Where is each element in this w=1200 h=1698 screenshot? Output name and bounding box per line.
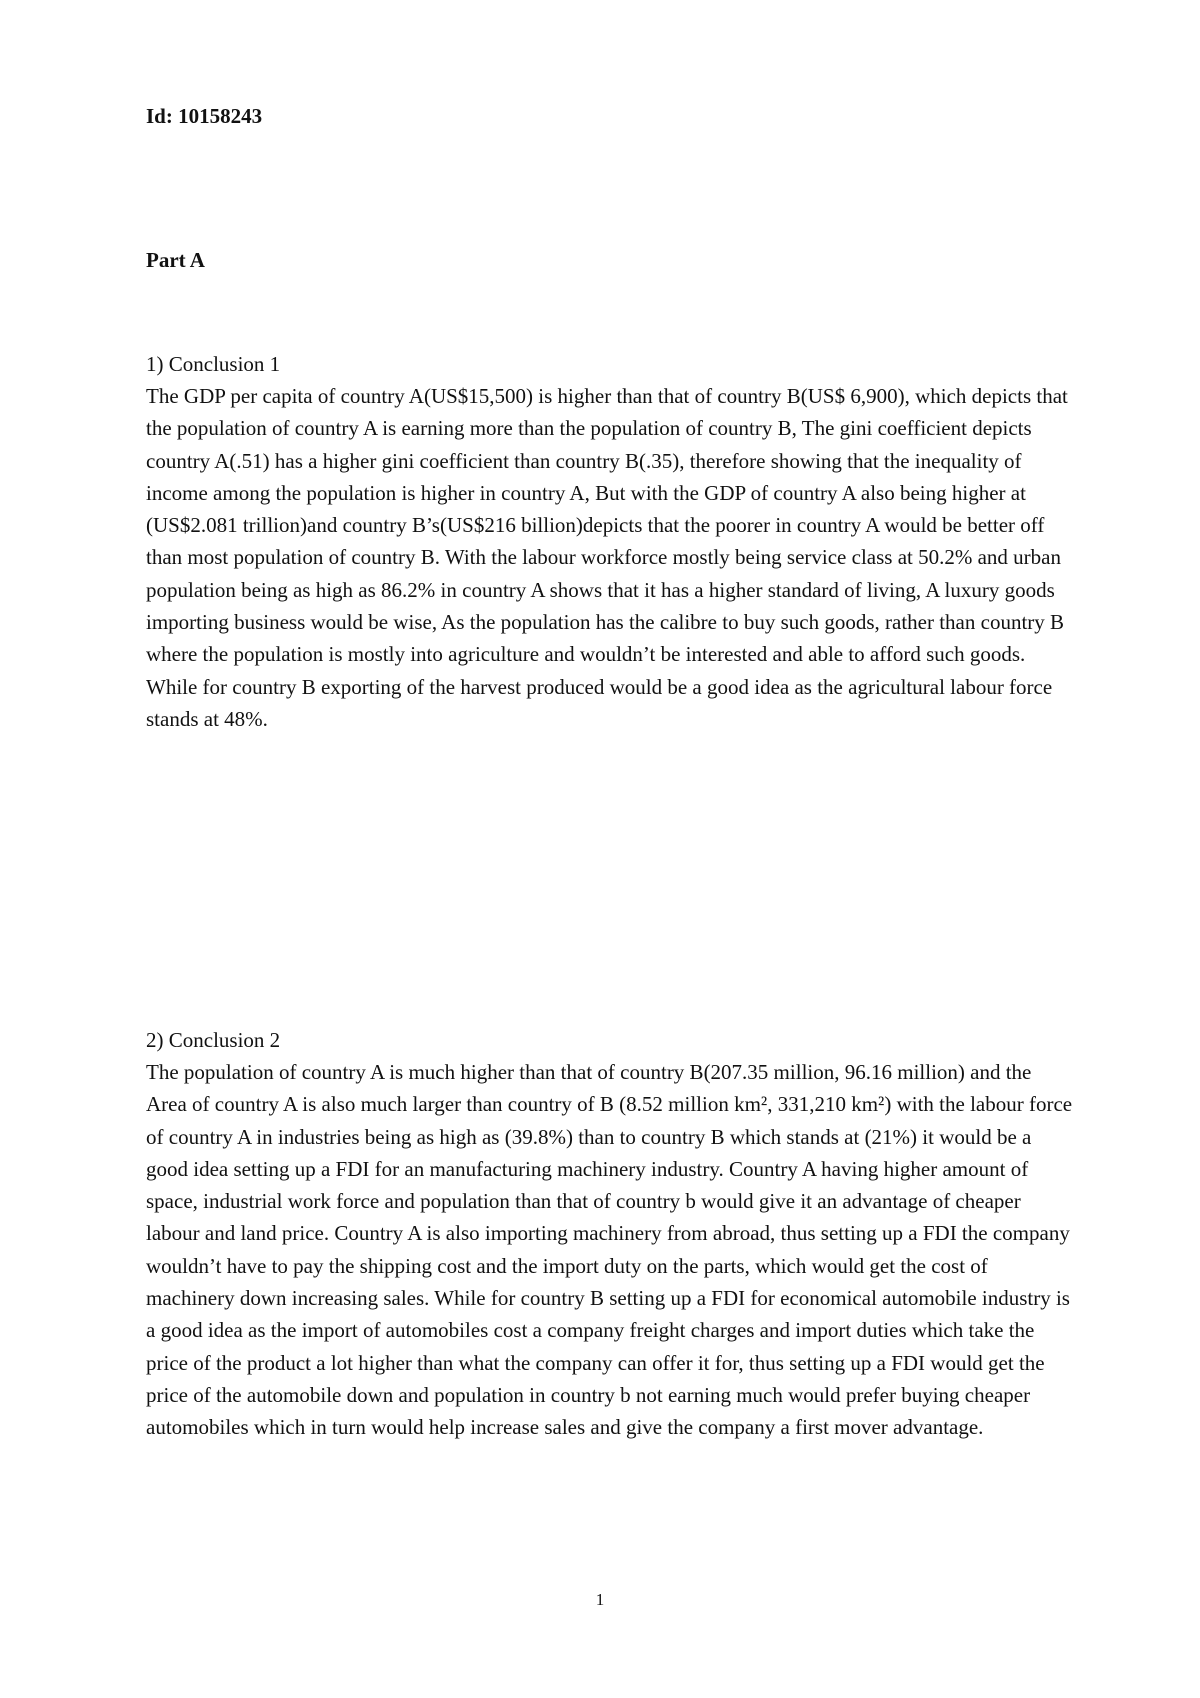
- part-title: Part A: [146, 248, 205, 272]
- section-title-conclusion-1: 1) Conclusion 1: [146, 352, 281, 376]
- section-title-conclusion-2: 2) Conclusion 2: [146, 1028, 281, 1052]
- student-id: Id: 10158243: [146, 104, 263, 128]
- section-body-conclusion-1: The GDP per capita of country A(US$15,500) is higher than that of country B(US$ 6,900), which depicts that the population of country A is earning more than the population of country B, The gini coefficient depicts country A(.51) has a higher gini coefficient than country B(.35), therefore showing that the inequality of income among the population is higher in country A, But with the GDP of country A also being higher at (US$2.081 trillion)and country B’s(US$216 billion)depicts that the poorer in country A would be better off than most population of country B. With the labour workforce mostly being service class at 50.2% and urban population being as high as 86.2% in country A shows that it has a higher standard of living, A luxury goods importing business would be wise, As the population has the calibre to buy such goods, rather than country B where the population is mostly into agriculture and wouldn’t be interested and able to afford such goods. While for country B exporting of the harvest produced would be a good idea as the agricultural labour force stands at 48%.: [146, 384, 1068, 731]
- section-body-conclusion-2: The population of country A is much higher than that of country B(207.35 million, 96.16 million) and the Area of country A is also much larger than country of B (8.52 million km², 331,210 km²) with the labour force of country A in industries being as high as (39.8%) than to country B which stands at (21%) it would be a good idea setting up a FDI for an manufacturing machinery industry. Country A having higher amount of space, industrial work force and population than that of country b would give it an advantage of cheaper labour and land price. Country A is also importing machinery from abroad, thus setting up a FDI the company wouldn’t have to pay the shipping cost and the import duty on the parts, which would get the cost of machinery down increasing sales. While for country B setting up a FDI for economical automobile industry is a good idea as the import of automobiles cost a company freight charges and import duties which take the price of the product a lot higher than what the company can offer it for, thus setting up a FDI would get the price of the automobile down and population in country b not earning much would prefer buying cheaper automobiles which in turn would help increase sales and give the company a first mover advantage.: [146, 1060, 1073, 1440]
- page-number: 1: [595, 1590, 605, 1609]
